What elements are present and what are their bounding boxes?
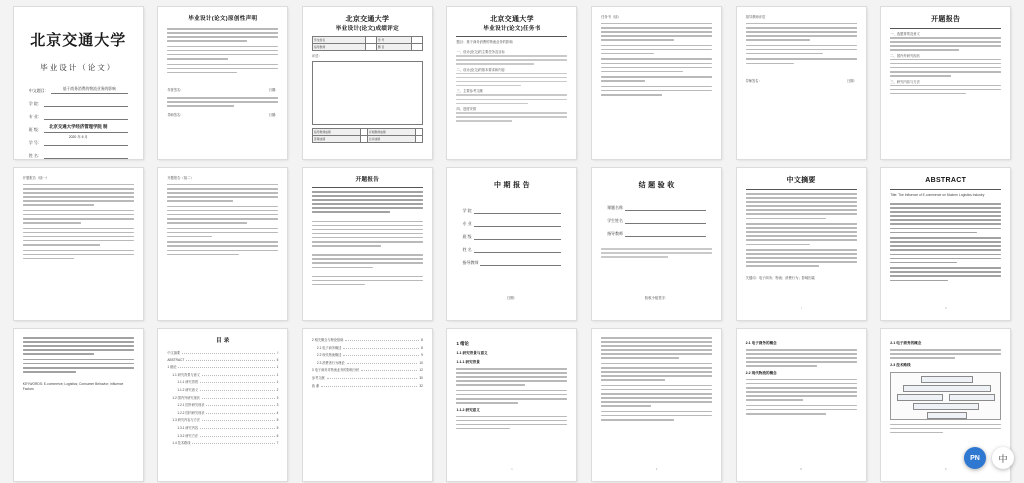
task-title: 毕业设计(论文)任务书 [483,26,541,32]
toc-entry: 2 相关概念与理论基础 8 [311,338,423,342]
page-thumbnail-7[interactable] [881,7,1010,159]
paragraph [167,64,278,74]
page-thumbnail-9[interactable] [158,168,287,320]
section-heading: 2.2 现代物流的概念 [745,370,777,375]
task-item: 四、进度安排 [456,107,477,112]
keywords-cn: 关键词：电子商务；物流；消费行为；影响因素 [745,275,815,280]
page-thumbnail-15[interactable] [14,329,143,481]
abstract-en-paper-title: Title: The Influence of E-commerce on Modern Logistics Industry [890,193,985,197]
toc-entry: 1.2.1 国外研究现状 3 [177,403,279,408]
cover-field-row: 中文题目： 基于商务消费的物流业务的影响 [29,87,128,94]
ime-indicator[interactable]: 中 [992,447,1014,469]
page-thumbnail-11[interactable] [447,168,576,320]
mid-field-row: 专 业 [462,220,561,227]
toc-entry: 1.1 研究背景与意义 1 [172,372,279,377]
mid-sign: 日期： [506,296,518,300]
page-navigation-button[interactable]: PN [964,447,986,469]
page-content-task-continued [601,15,712,151]
paragraph [167,97,278,107]
page-content-chapter-1: 1 绪论 1.1 研究背景与意义 1.1.1 研究背景 1.1.2 研究意义 1 [456,337,567,473]
cover-field-row: 姓 名： [29,152,128,159]
abstract-cn-title: 中文摘要 [786,177,816,184]
page-thumbnail-1[interactable] [14,7,143,159]
comment-box [312,61,423,125]
section-heading: 1.1.1 研究背景 [456,360,480,364]
task-item: 一、设计(论文)的主要任务及目标 [456,50,505,54]
form-title: 毕业设计(论文)成绩评定 [335,26,400,32]
page-content-task-book [456,15,567,151]
page-content-grade-form [312,15,423,151]
toc-entry: 1.1.1 研究背景 1 [177,380,279,385]
section-heading: 2.1 电子商务的概念 [745,341,777,345]
paragraph [167,28,278,42]
cover-field-row: 学 院： [29,100,128,107]
page-content-open-report-4 [312,176,423,312]
form-university: 北京交通大学 [345,16,390,23]
page-thumbnail-6[interactable] [737,7,866,159]
page-thumbnail-2[interactable] [158,7,287,159]
page-thumbnail-3[interactable] [303,7,432,159]
page-content-open-report-2 [23,176,134,312]
task-item: 二、设计(论文)的基本要求和内容 [456,67,505,72]
cover-field-row: 班 级： [29,126,128,133]
cover-field-list [23,87,134,159]
page-content-cover [23,15,134,158]
section-heading: 2.3 技术路线 [890,362,911,367]
mid-field-row: 学 院 [462,207,561,214]
page-content-open-report-3 [167,176,278,312]
page-content-final-check [601,176,712,312]
signature-row: 作者签名： 日期： [167,88,279,93]
final-field-row: 课题名称 [607,204,706,211]
page-thumbnail-21[interactable] [881,329,1010,481]
statement-title: 毕业设计(论文)原创性声明 [188,16,258,22]
cover-field-row: 专 业： [29,113,128,120]
toc-entry: 1.3.1 研究内容 5 [177,425,279,430]
section-heading: 1.1 研究背景与意义 [456,351,488,355]
page-content-chapter-1-cont: 2 [601,337,712,473]
cover-footer: 北京交通大学经济管理学院 制 2020 年 6 月 [49,124,108,139]
page-content-abstract-en-2 [23,337,134,473]
task-item: 三、主要参考文献 [456,89,483,94]
open-report-title: 开题报告 [931,16,961,23]
page-heading: 任务书（续） [601,15,621,19]
toc-entry: 1.3.2 研究方法 6 [177,433,279,438]
toc-entry: 1.1.2 研究意义 2 [177,387,279,392]
toc-entry: 中文摘要 I [167,351,279,355]
cover-field-row: 学 号： [29,139,128,146]
final-field-row: 指导教师 [607,230,706,237]
toc-entry: 2.2 现代物流概述 9 [316,353,423,358]
page-thumbnail-8[interactable] [14,168,143,320]
section-heading: 2.1 电子商务的概念 [890,341,922,345]
task-university: 北京交通大学 [490,16,534,23]
page-thumbnail-5[interactable] [592,7,721,159]
page-thumbnail-18[interactable] [447,329,576,481]
toc-entry: 参考文献 30 [311,375,423,380]
cover-university: 北京交通大学 [30,33,127,49]
page-thumbnail-14[interactable] [881,168,1010,320]
mid-field-row: 班 级 [462,233,561,240]
toc-entry: 1.2.2 国内研究现状 4 [177,410,279,415]
section-heading: 二、国内外研究现状 [890,53,920,58]
page-heading: 开题报告（续二） [167,176,194,180]
comment-label: 评语： [311,54,322,58]
page-content-open-report [890,15,1001,151]
final-field-row: 学生姓名 [607,217,706,224]
page-content-mid-report [456,176,567,312]
section-heading: 一、选题背景及意义 [890,32,920,36]
page-thumbnail-10[interactable] [303,168,432,320]
keywords-en: KEYWORDS: E-commerce; Logistics; Consumer Behavior; Influence Factors [22,381,124,391]
page-thumbnail-13[interactable] [737,168,866,320]
page-content-abstract-en: ABSTRACT Title: The Influence of E-commerce on Modern Logistics Industry II [890,176,1001,312]
page-content-teacher-comment: 指导教师评语 导师签名： 日期： [745,15,857,84]
toc-entry: 1.2 国内外研究现状 3 [172,395,279,400]
technical-route-diagram [890,372,1001,420]
abstract-en-title: ABSTRACT [925,177,967,184]
mid-report-title: 中 期 报 告 [494,182,530,189]
page-thumbnail-17[interactable] [303,329,432,481]
page-thumbnail-20[interactable] [737,329,866,481]
mid-field-row: 指导教师 [462,259,561,266]
toc-entry: 1 绪论 1 [167,365,279,370]
cover-doc-type: 毕业设计（论文） [40,63,117,72]
grade-table: 学生姓名 学 号 指导教师 题 目 [312,36,423,51]
signature-row: 导师签名： 日期： [167,112,279,117]
open-report-title: 开题报告 [355,177,380,183]
page-content-statement [167,15,278,151]
toc-entry: 2.1 电子商务概述 8 [316,345,423,350]
page-content-abstract-cn: 中文摘要 关键词：电子商务；物流；消费行为；影响因素 I [746,176,857,312]
toc-entry: 2.3 消费者行为理论 10 [316,360,423,365]
paragraph [167,46,278,60]
section-heading: 1.1.2 研究意义 [456,407,480,412]
score-table: 指导教师成绩 评阅教师成绩 答辩成绩 总评成绩 [312,128,423,143]
page-heading: 指导教师评语 [745,15,766,19]
toc-entry: ABSTRACT II [167,357,279,362]
task-meta: 题目：基于商务消费的物流业务的影响 [456,40,513,44]
page-content-diagram: 2.1 电子商务的概念 2.3 技术路线 9 [890,337,1001,473]
page-content-toc-2 [312,337,423,473]
page-content-toc-1 [167,337,278,473]
chapter-title: 1 绪论 [456,341,469,346]
toc-entry: 1.4 技术路线 7 [172,441,279,446]
page-thumbnail-12[interactable] [592,168,721,320]
toc-entry: 1.3 研究内容与方法 5 [172,418,279,423]
page-thumbnail-16[interactable] [158,329,287,481]
mid-field-row: 姓 名 [462,246,561,253]
toc-entry: 3 电子商务对物流业务的影响分析 12 [311,368,423,373]
toc-entry: 致 谢 32 [311,383,423,388]
page-heading: 开题报告（续一） [22,176,50,180]
final-sign: 验收小组签字： [644,296,669,300]
final-check-title: 结 题 验 收 [638,182,675,189]
section-heading: 三、研究内容与方法 [890,79,920,84]
toc-title: 目 录 [216,338,230,344]
page-thumbnail-4[interactable] [447,7,576,159]
page-thumbnail-19[interactable] [592,329,721,481]
page-content-chapter-2: 2.1 电子商务的概念 2.2 现代物流的概念 8 [746,337,857,473]
body-text [312,191,423,213]
